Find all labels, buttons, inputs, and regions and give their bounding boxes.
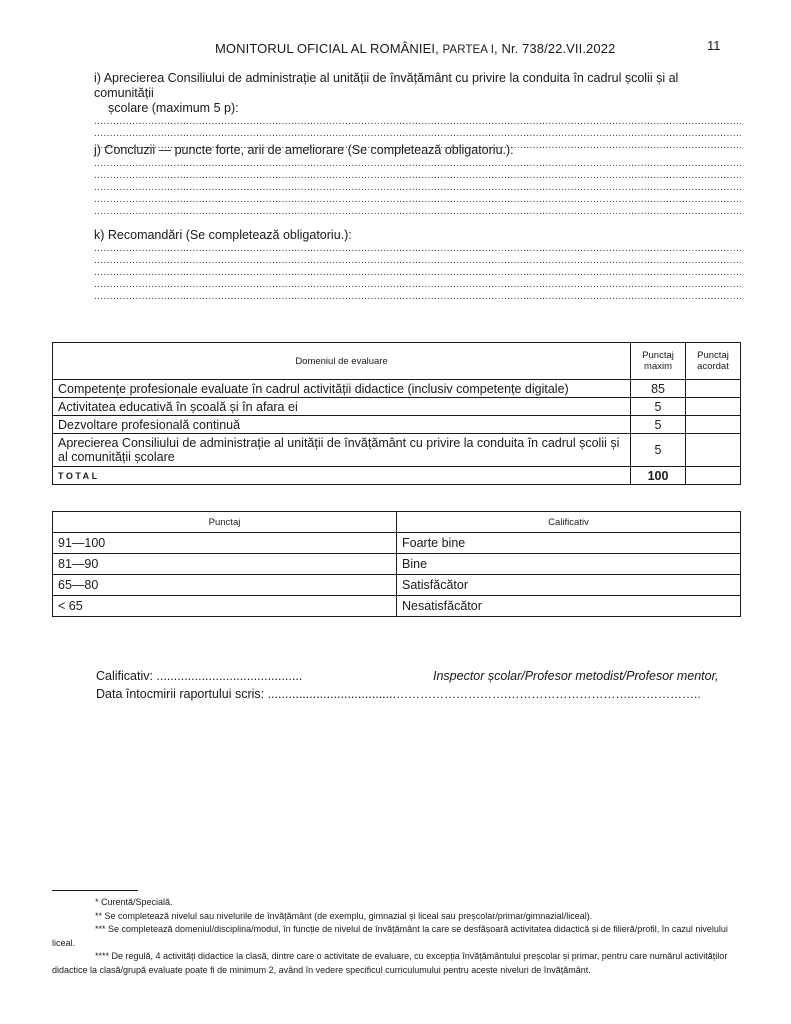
score-cell: 81—90	[53, 554, 397, 575]
fill-line[interactable]	[94, 170, 741, 182]
title-main: MONITORUL OFICIAL AL ROMÂNIEI,	[215, 41, 443, 56]
fill-line[interactable]	[94, 116, 741, 128]
grade-cell: Bine	[397, 554, 741, 575]
score-cell: < 65	[53, 596, 397, 617]
given-score-cell[interactable]	[686, 416, 741, 434]
table-row	[53, 398, 741, 416]
given-score-cell[interactable]	[686, 398, 741, 416]
inspector-signature-line[interactable]: ……………………….…………………………..……………..	[396, 687, 701, 701]
table-row	[53, 416, 741, 434]
fill-line[interactable]	[94, 243, 741, 255]
footnote-divider	[52, 890, 138, 891]
header-domain: Domeniul de evaluare	[53, 343, 631, 380]
grading-table	[52, 511, 741, 617]
fill-line[interactable]	[94, 128, 741, 140]
fill-line[interactable]	[94, 182, 741, 194]
fill-line[interactable]	[94, 279, 741, 291]
domain-cell: Dezvoltare profesională continuă	[53, 416, 631, 434]
header-score: Punctaj	[53, 512, 397, 533]
section-i	[94, 71, 741, 152]
max-score-cell: 5	[631, 416, 686, 434]
table-row	[53, 434, 741, 467]
max-score-cell: 5	[631, 398, 686, 416]
max-score-cell: 5	[631, 434, 686, 467]
report-date-field[interactable]: Data întocmirii raportului scris: .....................................	[96, 687, 397, 701]
header-given-score: Punctaj acordat	[686, 343, 741, 380]
page-number: 11	[707, 38, 721, 53]
max-score-cell: 85	[631, 380, 686, 398]
footnotes	[52, 896, 742, 978]
score-cell: 91—100	[53, 533, 397, 554]
score-cell: 65—80	[53, 575, 397, 596]
table-row	[53, 554, 741, 575]
table-row	[53, 575, 741, 596]
fill-line[interactable]	[94, 255, 741, 267]
footnote: ** Se completează nivelul sau nivelurile de învățământ (de exemplu, gimnazial și liceal sau preșcolar/primar/gimnazial/liceal).	[95, 910, 593, 921]
section-k-heading: k) Recomandări (Se completează obligatoriu.):	[94, 228, 352, 242]
section-k	[94, 228, 741, 303]
domain-cell: Competențe profesionale evaluate în cadrul activității didactice (inclusiv competențe digitale)	[53, 380, 631, 398]
grade-cell: Satisfăcător	[397, 575, 741, 596]
fill-line[interactable]	[94, 267, 741, 279]
fill-line[interactable]	[94, 158, 741, 170]
calificativ-field[interactable]: Calificativ: ..........................................	[96, 669, 303, 683]
domain-cell: Aprecierea Consiliului de administrație al unității de învățământ cu privire la conduita în cadrul școlii și al comunității școlare	[53, 434, 631, 467]
section-j	[94, 143, 741, 218]
grade-cell: Foarte bine	[397, 533, 741, 554]
given-score-cell[interactable]	[686, 434, 741, 467]
table-row	[53, 380, 741, 398]
header-grade: Calificativ	[397, 512, 741, 533]
total-row	[53, 467, 741, 485]
given-score-cell[interactable]	[686, 380, 741, 398]
fill-line[interactable]	[94, 291, 741, 303]
grade-cell: Nesatisfăcător	[397, 596, 741, 617]
evaluation-table	[52, 342, 741, 485]
total-given-score[interactable]	[686, 467, 741, 485]
title-part: PARTEA I	[442, 44, 495, 56]
footnote: **** De regulă, 4 activități didactice la clasă, dintre care o activitate de evaluare, cu excepția învățământului preșcolar și primar, pentru care numărul activităților didactice la clasă/grupă evaluate poate fi de minimum 2, având în vedere specificul curriculumului pentru aceste niveluri de învățământ.	[52, 951, 728, 975]
section-i-line2: școlare (maximum 5 p):	[108, 101, 239, 115]
fill-line[interactable]	[94, 206, 741, 218]
header-max-score: Punctaj maxim	[631, 343, 686, 380]
page-header	[0, 38, 791, 61]
total-label: TOTAL	[53, 467, 631, 485]
section-i-heading	[94, 71, 741, 116]
footnote: * Curentă/Specială.	[95, 897, 173, 907]
section-j-heading: j) Concluzii — puncte forte, arii de ameliorare (Se completează obligatoriu.):	[94, 143, 514, 157]
title-issue: , Nr. 738/22.VII.2022	[494, 41, 616, 56]
table-row	[53, 533, 741, 554]
journal-title	[215, 41, 615, 56]
section-i-line1: i) Aprecierea Consiliului de administrație al unității de învățământ cu privire la conduita în cadrul școlii și al comunității	[94, 71, 679, 100]
fill-line[interactable]	[94, 194, 741, 206]
total-max-score: 100	[631, 467, 686, 485]
table-row	[53, 596, 741, 617]
domain-cell: Activitatea educativă în școală și în afara ei	[53, 398, 631, 416]
footnote: *** Se completează domeniul/disciplina/modul, în funcție de nivelul de învățământ la care se desfășoară activitatea didactică și de filieră/profil, în cazul nivelului liceal.	[52, 924, 728, 948]
inspector-title: Inspector școlar/Profesor metodist/Profesor mentor,	[433, 669, 719, 683]
